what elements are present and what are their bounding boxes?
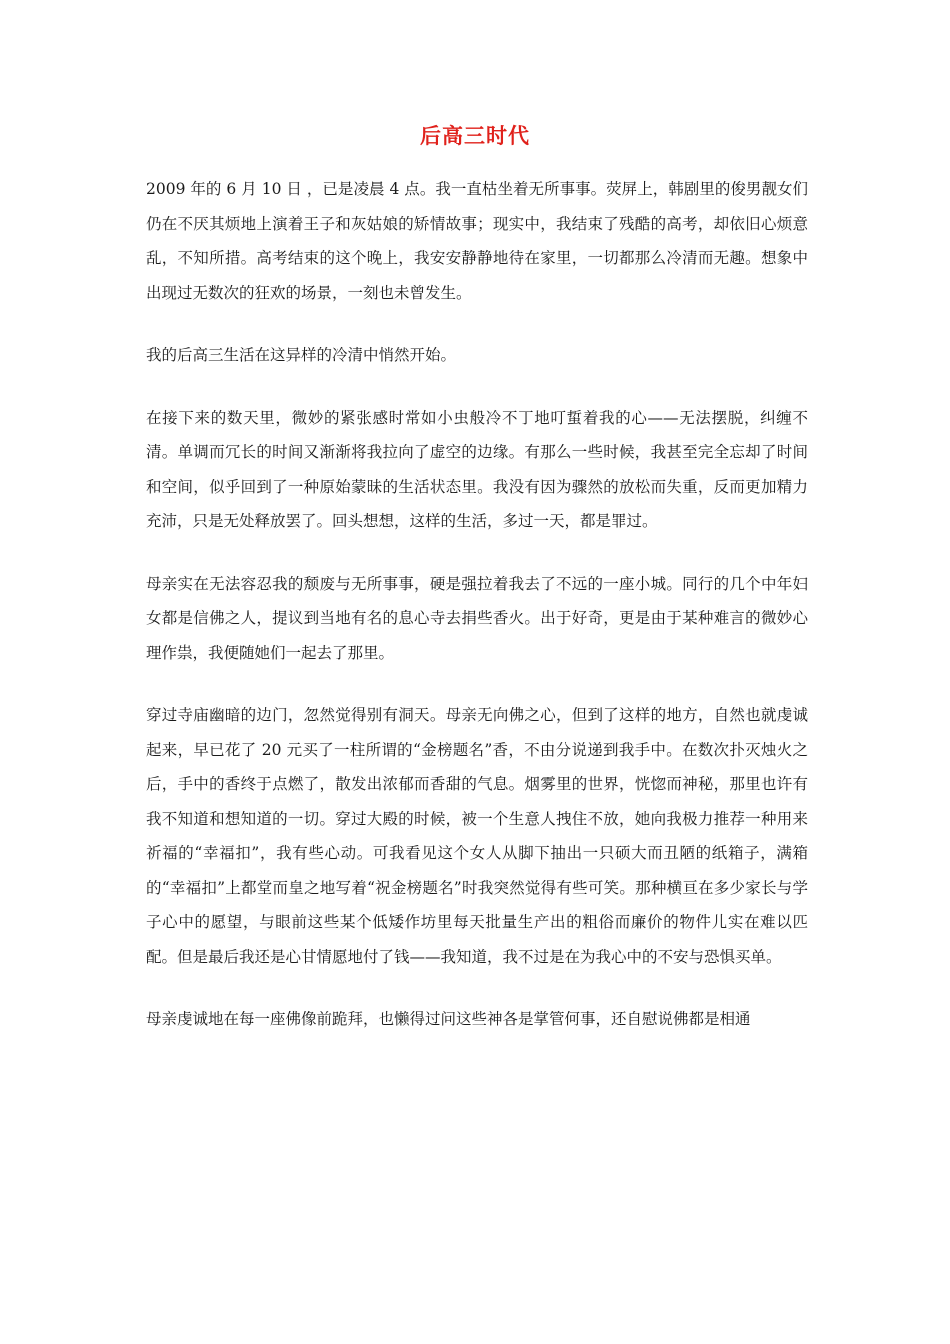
paragraph: 穿过寺庙幽暗的边门，忽然觉得别有洞天。母亲无向佛之心，但到了这样的地方，自然也就虔诚起来，早已花了 20 元买了一柱所谓的“金榜题名”香，不由分说递到我手中。在数次扑灭烛火之后，手中的香终于点燃了，散发出浓郁而香甜的气息。烟雾里的世界，恍惚而神秘，那里也许有我不知道和想知道的一切。穿过大殿的时候，被一个生意人拽住不放，她向我极力推荐一种用来祈福的“幸福扣”，我有些心动。可我看见这个女人从脚下抽出一只硕大而丑陋的纸箱子，满箱的“幸福扣”上都堂而皇之地写着“祝金榜题名”时我突然觉得有些可笑。那种横亘在多少家长与学子心中的愿望，与眼前这些某个低矮作坊里每天批量生产出的粗俗而廉价的物件儿实在难以匹配。但是最后我还是心甘情愿地付了钱——我知道，我不过是在为我心中的不安与恐惧买单。 bbox=[146, 706, 808, 966]
paragraph: 2009 年的 6 月 10 日 ，已是凌晨 4 点。我一直枯坐着无所事事。荧屏上，韩剧里的俊男靓女们仍在不厌其烦地上演着王子和灰姑娘的矫情故事；现实中，我结束了残酷的高考，却依旧心烦意乱，不知所措。高考结束的这个晚上，我安安静静地待在家里，一切都那么冷清而无趣。想象中出现过无数次的狂欢的场景，一刻也未曾发生。 bbox=[146, 180, 808, 302]
paragraph: 母亲实在无法容忍我的颓废与无所事事，硬是强拉着我去了不远的一座小城。同行的几个中年妇女都是信佛之人，提议到当地有名的息心寺去捐些香火。出于好奇，更是由于某种难言的微妙心理作祟，我便随她们一起去了那里。 bbox=[146, 574, 808, 662]
paragraph: 母亲虔诚地在每一座佛像前跪拜，也懒得过问这些神各是掌管何事，还自慰说佛都是相通 bbox=[146, 1010, 751, 1028]
document-title: 后高三时代 bbox=[420, 124, 530, 148]
paragraph: 在接下来的数天里，微妙的紧张感时常如小虫般冷不丁地叮蜇着我的心——无法摆脱，纠缠不清。单调而冗长的时间又渐渐将我拉向了虚空的边缘。有那么一些时候，我甚至完全忘却了时间和空间，似乎回到了一种原始蒙昧的生活状态里。我没有因为骤然的放松而失重，反而更加精力充沛，只是无处释放罢了。回头想想，这样的生活，多过一天，都是罪过。 bbox=[146, 408, 808, 530]
paragraph: 我的后高三生活在这异样的冷清中悄然开始。 bbox=[146, 346, 457, 364]
document-body bbox=[146, 172, 808, 1065]
